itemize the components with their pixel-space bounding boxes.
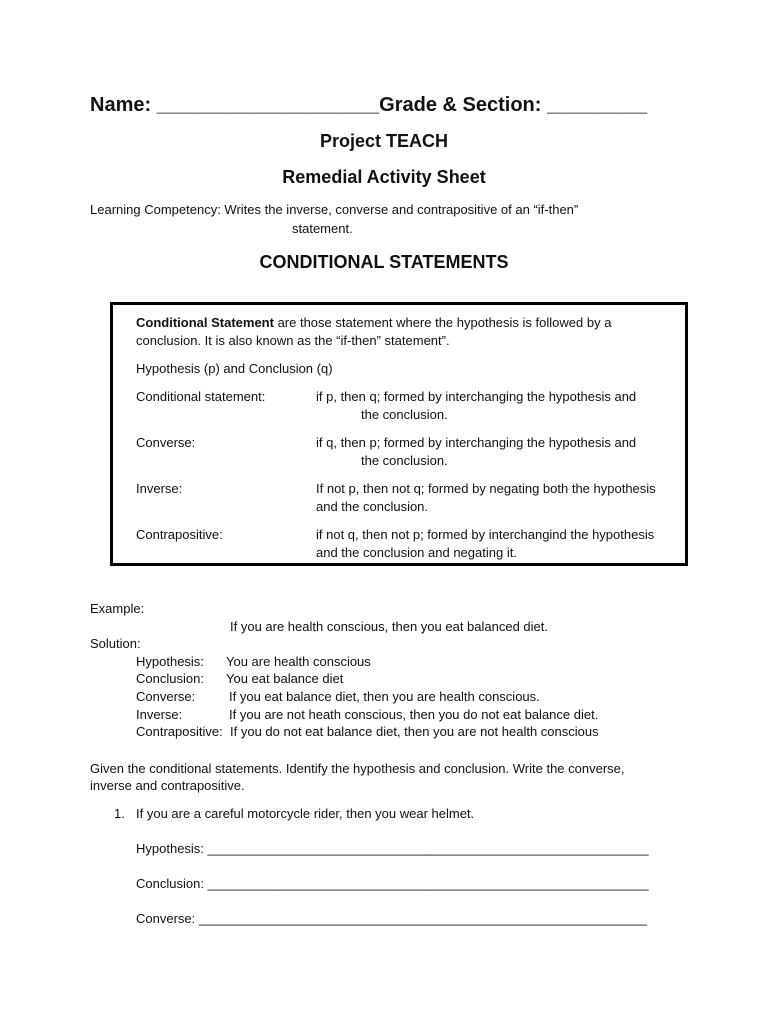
solution-item-value: You are health conscious — [226, 654, 371, 669]
box-term: Contrapositive: — [136, 527, 223, 542]
instructions-line1: Given the conditional statements. Identify the hypothesis and conclusion. Write the converse, — [90, 761, 625, 776]
box-def-line1: if p, then q; formed by interchanging the hypothesis and — [316, 389, 637, 404]
competency-line2: statement. — [292, 221, 353, 236]
box-term: Conditional statement: — [136, 389, 266, 404]
project-title: Project TEACH — [319, 131, 449, 151]
box-intro-rest: are those statement where the hypothesis is followed by a — [273, 315, 612, 330]
solution-item-label: Contrapositive: — [136, 724, 223, 739]
box-def-line2: and the conclusion. — [316, 499, 429, 514]
conclusion-field[interactable]: Conclusion: _____________________________________________________________ — [136, 876, 649, 891]
solution-item-label: Converse: — [136, 689, 196, 704]
solution-item-value: If you are not heath conscious, then you do not eat balance diet. — [229, 707, 599, 722]
solution-item-label: Inverse: — [136, 707, 183, 722]
solution-item-value: If you do not eat balance diet, then you are not health conscious — [230, 724, 599, 739]
name-grade-line: Name: ____________________Grade & Section: _________ — [90, 94, 648, 116]
box-hyp-conc: Hypothesis (p) and Conclusion (q) — [136, 361, 333, 376]
converse-field[interactable]: Converse: ______________________________________________________________ — [136, 911, 648, 926]
box-intro — [136, 315, 611, 330]
solution-item-value: You eat balance diet — [226, 671, 344, 686]
box-def-line2: and the conclusion and negating it. — [316, 545, 517, 560]
section-title: CONDITIONAL STATEMENTS — [259, 252, 509, 272]
competency-line1: Learning Competency: Writes the inverse, converse and contrapositive of an “if-then” — [90, 202, 579, 217]
instructions-line2: inverse and contrapositive. — [90, 778, 245, 793]
hypothesis-field[interactable]: Hypothesis: _____________________________________________________________ — [136, 841, 649, 856]
box-def-line1: if q, then p; formed by interchanging the hypothesis and — [316, 435, 637, 450]
box-intro-bold: Conditional Statement — [136, 315, 274, 330]
box-def-line1: If not p, then not q; formed by negating both the hypothesis — [316, 481, 656, 496]
solution-item-label: Conclusion: — [136, 671, 204, 686]
sheet-title: Remedial Activity Sheet — [282, 167, 486, 187]
exercise-number: 1. — [114, 806, 125, 821]
example-label: Example: — [90, 601, 145, 616]
exercise-statement: If you are a careful motorcycle rider, then you wear helmet. — [136, 806, 475, 821]
box-def-line2: the conclusion. — [361, 407, 448, 422]
box-term: Converse: — [136, 435, 196, 450]
box-intro-line2: conclusion. It is also known as the “if-then” statement”. — [136, 333, 450, 348]
box-def-line1: if not q, then not p; formed by interchangind the hypothesis — [316, 527, 655, 542]
solution-item-value: If you eat balance diet, then you are health conscious. — [229, 689, 540, 704]
solution-item-label: Hypothesis: — [136, 654, 204, 669]
example-statement: If you are health conscious, then you eat balanced diet. — [230, 619, 548, 634]
box-def-line2: the conclusion. — [361, 453, 448, 468]
box-term: Inverse: — [136, 481, 183, 496]
solution-label: Solution: — [90, 636, 141, 651]
